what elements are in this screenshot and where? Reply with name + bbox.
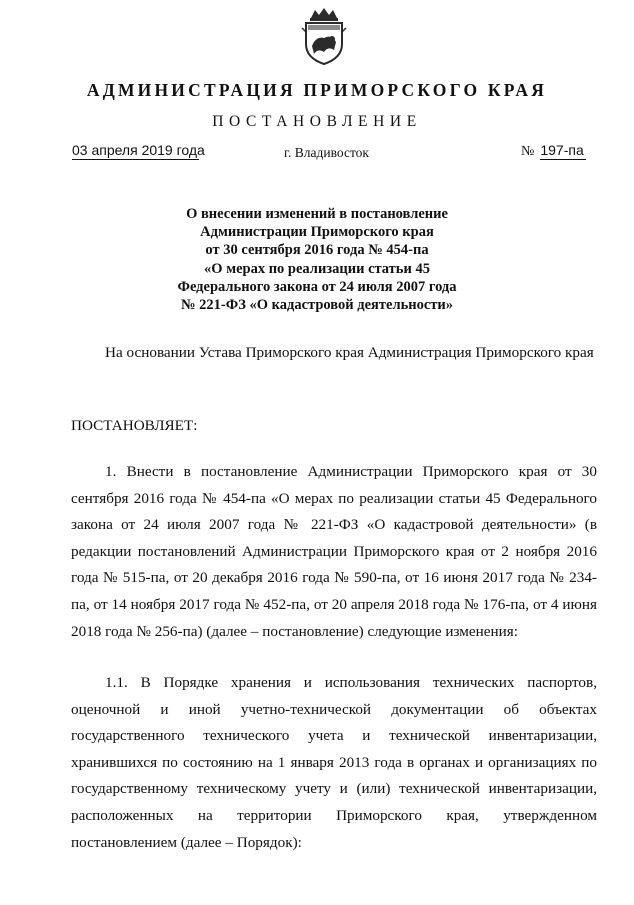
title-line: Федерального закона от 24 июля 2007 года xyxy=(177,278,457,295)
organization-name: АДМИНИСТРАЦИЯ ПРИМОРСКОГО КРАЯ xyxy=(86,80,548,100)
document-date: 03 апреля 2019 года xyxy=(72,142,205,158)
title-line: «О мерах по реализации статьи 45 xyxy=(204,260,430,277)
number-value: 197-па xyxy=(540,141,586,160)
number-sign: № xyxy=(521,144,535,159)
coat-of-arms-icon xyxy=(298,6,350,66)
document-title xyxy=(0,205,634,314)
title-line: № 221-ФЗ «О кадастровой деятельности» xyxy=(180,297,454,314)
title-line: О внесении изменений в постановление xyxy=(186,206,448,222)
document-city: г. Владивосток xyxy=(284,145,369,160)
ruling-heading: ПОСТАНОВЛЯЕТ: xyxy=(71,417,198,434)
title-line: Администрации Приморского края xyxy=(200,224,434,241)
document-number xyxy=(521,141,586,161)
basis-paragraph: На основании Устава Приморского края Администрация Приморского края xyxy=(105,344,594,361)
item-1-1-paragraph: 1.1. В Порядке хранения и использования технических паспортов, оценочной и иной учетно-технической документации об объектах государственного технического учета и технической инвентаризации, хранившихся по состоянию на 1 января 2013 года в органах и организациях по государственному техническому учету и (или) технической инвентаризации, расположенных на территории Приморского края, утвержденном постановлением (далее – Порядок): xyxy=(71,674,597,851)
title-line: от 30 сентября 2016 года № 454-па xyxy=(205,242,429,259)
item-1-paragraph: 1. Внести в постановление Администрации Приморского края от 30 сентября 2016 года № 454-па «О мерах по реализации статьи 45 Федерального закона от 24 июля 2007 года № 221-ФЗ «О кадастровой деятельности» (в редакции постановлений Администрации Приморского края от 2 ноября 2016 года № 515-па, от 20 декабря 2016 года № 590-па, от 16 июня 2017 года № 234-па, от 14 ноября 2017 года № 452-па, от 20 апреля 2018 года № 176-па, от 4 июня 2018 года № 256-па) (далее – постановление) следующие изменения: xyxy=(71,463,597,640)
document-type: ПОСТАНОВЛЕНИЕ xyxy=(212,113,422,130)
